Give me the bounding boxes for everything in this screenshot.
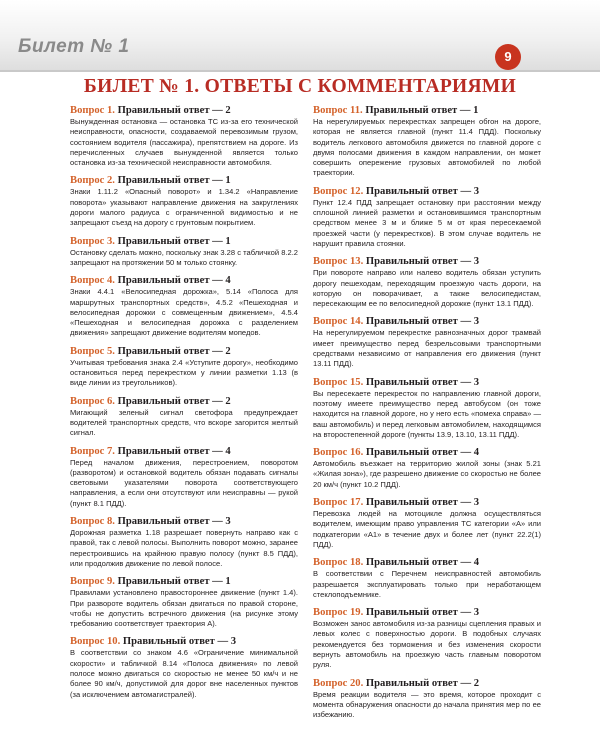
- question-block: [70, 274, 298, 338]
- question-number: Вопрос 14.: [313, 316, 364, 328]
- answer-comment: Знаки 1.11.2 «Опасный поворот» и 1.34.2 «Направление поворота» указывают направление движения на закруглениях дороги малого радиуса с ограниченной видимостью и не запрещают съезд на дорогу с грунтовым покрытием.: [70, 187, 298, 228]
- answer-comment: Вынужденная остановка — остановка ТС из-за его технической неисправности, опасности, создаваемой перевозимым грузом, состоянием водителя (пассажира), препятствием на дороге. Из перечисленных случаев вынужденной является только остановка из-за технической неисправности автомобиля.: [70, 117, 298, 168]
- question-block: [313, 677, 541, 721]
- answer-comment: Автомобиль въезжает на территорию жилой зоны (знак 5.21 «Жилая зона»), где разрешено движение со скоростью не более 20 км/ч (пункт 10.2 ПДД).: [313, 459, 541, 489]
- question-number: Вопрос 20.: [313, 677, 364, 689]
- question-number: Вопрос 15.: [313, 376, 364, 388]
- question-heading: [70, 515, 298, 528]
- question-number: Вопрос 17.: [313, 497, 364, 509]
- answer-comment: На нерегулируемом перекрестке равнозначных дорог трамвай имеет преимущество перед безрельсовыми транспортными средствами независимо от направления его движения (пункт 13.11 ПДД).: [313, 328, 541, 369]
- question-number: Вопрос 9.: [70, 576, 115, 588]
- answer-comment: Мигающий зеленый сигнал светофора предупреждает водителей транспортных средств, что вскоре загорится желтый сигнал.: [70, 407, 298, 438]
- question-number: Вопрос 7.: [70, 445, 115, 457]
- header-divider: [0, 70, 600, 72]
- question-heading: [70, 174, 298, 187]
- correct-answer: Правильный ответ — 3: [365, 497, 480, 509]
- question-heading: [313, 446, 541, 459]
- answer-comment: На нерегулируемых перекрестках запрещен обгон на дороге, которая не является главной (пункт 11.4 ПДД). Поскольку водитель легкового автомобиля движется по главной дороге с двумя полосами движения в каждом направлении, он может совершить опережение грузовых автомобилей по любой траектории.: [313, 117, 541, 178]
- correct-answer: Правильный ответ — 1: [365, 105, 479, 116]
- correct-answer: Правильный ответ — 2: [365, 677, 480, 689]
- question-heading: [70, 235, 298, 248]
- question-block: [313, 255, 541, 309]
- correct-answer: Правильный ответ — 4: [365, 557, 480, 569]
- question-block: [70, 635, 298, 699]
- correct-answer: Правильный ответ — 1: [117, 175, 231, 187]
- correct-answer: Правильный ответ — 3: [365, 376, 480, 388]
- question-heading: [313, 376, 541, 389]
- question-heading: [313, 556, 541, 569]
- correct-answer: Правильный ответ — 3: [122, 636, 237, 648]
- page-header: [0, 0, 600, 80]
- answer-comment: Перед началом движения, перестроением, поворотом (разворотом) и остановкой водитель обязан подавать сигналы световыми указателями поворота соответствующего направления, а если они отсутствуют или неисправны — рукой (пункт 8.1 ПДД).: [70, 457, 298, 508]
- question-heading: [70, 445, 298, 458]
- question-block: [70, 174, 298, 228]
- question-block: [313, 606, 541, 670]
- answer-comment: Время реакции водителя — это время, которое проходит с момента обнаружения опасности до начала принятия мер по ее избежанию.: [313, 689, 541, 720]
- question-heading: [313, 185, 541, 198]
- correct-answer: Правильный ответ — 1: [117, 235, 231, 247]
- answer-comment: Дорожная разметка 1.18 разрешает повернуть направо как с правой, так с левой полосы. Выполнить поворот можно, заранее перестроившись на крайнюю правую полосу (пункт 8.5 ПДД), или продолжив движение по левой полосе.: [70, 528, 298, 568]
- question-block: [313, 496, 541, 550]
- question-heading: [313, 677, 541, 690]
- question-number: Вопрос 5.: [70, 345, 115, 357]
- answer-comment: Пункт 12.4 ПДД запрещает остановку при расстоянии между сплошной линией разметки и остановившимся транспортным средством менее 3 м и ближе 5 м от края пересекаемой проезжей части (у перекрестков). В этом случае водитель не нарушит правила стоянки.: [313, 197, 541, 248]
- question-block: [70, 515, 298, 569]
- question-block: [313, 446, 541, 490]
- ticket-label: Билет № 1: [18, 36, 130, 57]
- left-column: [70, 104, 298, 700]
- question-heading: [70, 274, 298, 287]
- question-number: Вопрос 16.: [313, 447, 364, 459]
- answer-comment: Правилами установлено правостороннее движение (пункт 1.4). При развороте водитель обязан двигаться по правой стороне, чтобы не допустить встречного движения (на рисунке этому требованию соответствует траектория А).: [70, 588, 298, 629]
- answer-comment: Учитывая требования знака 2.4 «Уступите дорогу», необходимо остановиться перед перекрестком у линии разметки 1.13 (в виде линии из треугольников).: [70, 357, 298, 388]
- question-block: [70, 395, 298, 439]
- correct-answer: Правильный ответ — 3: [117, 516, 231, 528]
- question-number: Вопрос 13.: [313, 256, 364, 268]
- question-number: Вопрос 4.: [70, 275, 115, 287]
- answer-comment: Знаки 4.4.1 «Велосипедная дорожка», 5.14 «Полоса для маршрутных транспортных средств», 4.5.2 «Пешеходная и велосипедная дорожки с совмещенным движением», 4.5.4 «Пешеходная и велосипедная дорожка с разделением движения» запрещают движение водителям мопедов.: [70, 287, 298, 338]
- page-number-badge: 9: [495, 44, 521, 70]
- question-block: [70, 445, 298, 509]
- question-block: [70, 235, 298, 269]
- question-number: Вопрос 18.: [313, 557, 364, 569]
- question-block: [313, 315, 541, 369]
- question-number: Вопрос 12.: [313, 185, 364, 197]
- question-block: [313, 104, 541, 179]
- question-block: [313, 376, 541, 440]
- question-heading: [313, 255, 541, 268]
- question-block: [70, 345, 298, 389]
- question-number: Вопрос 3.: [70, 235, 115, 247]
- correct-answer: Правильный ответ — 3: [365, 607, 480, 619]
- correct-answer: Правильный ответ — 2: [117, 395, 231, 407]
- question-block: [313, 185, 541, 249]
- right-column: [313, 104, 541, 720]
- question-number: Вопрос 2.: [70, 175, 115, 187]
- question-heading: [313, 606, 541, 619]
- question-heading: [70, 104, 298, 117]
- correct-answer: Правильный ответ — 1: [117, 576, 231, 588]
- question-heading: [70, 395, 298, 408]
- answer-comment: Остановку сделать можно, поскольку знак 3.28 с табличкой 8.2.2 запрещают на протяжении 50 м только стоянку.: [70, 247, 298, 267]
- question-number: Вопрос 1.: [70, 105, 115, 116]
- answer-comment: В соответствии с Перечнем неисправностей автомобиль разрешается эксплуатировать только при неработающем стеклоподъемнике.: [313, 569, 541, 599]
- question-number: Вопрос 6.: [70, 395, 115, 407]
- question-heading: [70, 345, 298, 358]
- question-heading: [70, 635, 298, 648]
- question-number: Вопрос 8.: [70, 516, 115, 528]
- question-block: [70, 575, 298, 629]
- question-heading: [70, 575, 298, 588]
- answer-comment: При повороте направо или налево водитель обязан уступить дорогу пешеходам, переходящим проезжую часть дороги, на которую он поворачивает, а также велосипедистам, пересекающим ее по велосипедной дорожке (пункт 13.1 ПДД).: [313, 268, 541, 309]
- correct-answer: Правильный ответ — 3: [365, 316, 480, 328]
- page-title: БИЛЕТ № 1. ОТВЕТЫ С КОММЕНТАРИЯМИ: [83, 76, 517, 97]
- question-heading: [313, 315, 541, 328]
- correct-answer: Правильный ответ — 3: [365, 256, 480, 268]
- question-number: Вопрос 11.: [313, 105, 363, 116]
- answer-comment: Возможен занос автомобиля из-за разницы сцепления правых и левых колес с поверхностью дороги. В подобных случаях рекомендуется без торможения и без изменения скорости вернуть автомобиль на проезжую часть главным поворотом руля.: [313, 619, 541, 670]
- answer-comment: В соответствии со знаком 4.6 «Ограничение минимальной скорости» и табличкой 8.14 «Полоса движения» по левой полосе можно двигаться со скоростью не менее 50 км/ч и не более 90 км/ч, допустимой для дорог вне населенных пунктов (за исключением автомагистралей).: [70, 648, 298, 699]
- correct-answer: Правильный ответ — 4: [365, 447, 480, 459]
- question-block: [70, 104, 298, 168]
- correct-answer: Правильный ответ — 2: [117, 105, 231, 116]
- correct-answer: Правильный ответ — 2: [117, 345, 231, 357]
- correct-answer: Правильный ответ — 4: [117, 445, 231, 457]
- question-heading: [313, 496, 541, 509]
- correct-answer: Правильный ответ — 4: [117, 275, 231, 287]
- answer-comment: Перевозка людей на мотоцикле должна осуществляться водителем, имеющим право управления ТС категории «А» или подкатегории «А1» в течение двух и более лет (пункт 22.2(1) ПДД).: [313, 509, 541, 549]
- question-number: Вопрос 10.: [70, 636, 121, 648]
- question-block: [313, 556, 541, 600]
- question-heading: [313, 104, 541, 117]
- question-number: Вопрос 19.: [313, 607, 364, 619]
- answer-comment: Вы пересекаете перекресток по направлению главной дороги, поэтому имеете преимущество перед автобусом (он тоже находится на главной дороге, но у него есть «помеха справа» — ваш автомобиль) и перед легковым автомобилем, находящимся на второстепенной дороге (пункты 13.9, 13.10, 13.11 ПДД).: [313, 388, 541, 439]
- correct-answer: Правильный ответ — 3: [365, 185, 480, 197]
